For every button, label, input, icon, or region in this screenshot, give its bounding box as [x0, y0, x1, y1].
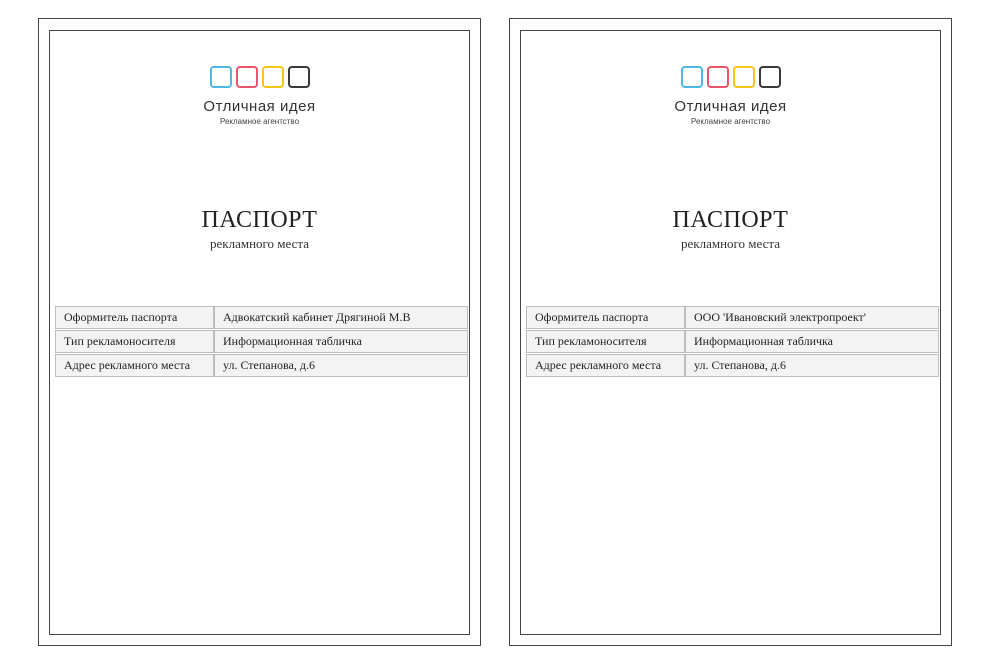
passport-page-left	[38, 18, 481, 646]
row-label: Адрес рекламного места	[526, 354, 685, 377]
table-row	[526, 354, 939, 377]
brand-name: Отличная идея	[674, 98, 787, 115]
row-value: ул. Степанова, д.6	[214, 354, 468, 377]
brand-tagline: Рекламное агентство	[219, 117, 300, 126]
logo-square-pink	[236, 66, 258, 88]
row-label: Адрес рекламного места	[55, 354, 214, 377]
brand-tagline: Рекламное агентство	[690, 117, 771, 126]
logo-square-yellow	[733, 66, 755, 88]
document-title: ПАСПОРТ	[672, 207, 789, 233]
table-row	[55, 330, 468, 353]
table-row	[55, 306, 468, 329]
logo-squares	[521, 66, 940, 90]
logo-square-pink	[707, 66, 729, 88]
page-frame	[520, 30, 941, 635]
table-row	[55, 354, 468, 377]
logo-square-blue	[681, 66, 703, 88]
row-value: Информационная табличка	[685, 330, 939, 353]
info-table	[55, 305, 468, 378]
info-table	[526, 305, 939, 378]
page-frame	[49, 30, 470, 635]
row-value: ул. Степанова, д.6	[685, 354, 939, 377]
row-value: Информационная табличка	[214, 330, 468, 353]
brand-name: Отличная идея	[203, 98, 316, 115]
document-title: ПАСПОРТ	[201, 207, 318, 233]
logo-square-blue	[210, 66, 232, 88]
logo-square-black	[288, 66, 310, 88]
agency-logo	[521, 66, 940, 126]
logo-square-black	[759, 66, 781, 88]
table-row	[526, 330, 939, 353]
document-title-block	[50, 207, 469, 252]
passport-page-right	[509, 18, 952, 646]
document-subtitle: рекламного места	[681, 236, 780, 251]
agency-logo	[50, 66, 469, 126]
logo-square-yellow	[262, 66, 284, 88]
document-title-block	[521, 207, 940, 252]
row-label: Оформитель паспорта	[526, 306, 685, 329]
document-subtitle: рекламного места	[210, 236, 309, 251]
row-value: ООО 'Ивановский электропроект'	[685, 306, 939, 329]
row-label: Тип рекламоносителя	[526, 330, 685, 353]
logo-squares	[50, 66, 469, 90]
row-label: Тип рекламоносителя	[55, 330, 214, 353]
row-label: Оформитель паспорта	[55, 306, 214, 329]
table-row	[526, 306, 939, 329]
row-value: Адвокатский кабинет Дрягиной М.В	[214, 306, 468, 329]
